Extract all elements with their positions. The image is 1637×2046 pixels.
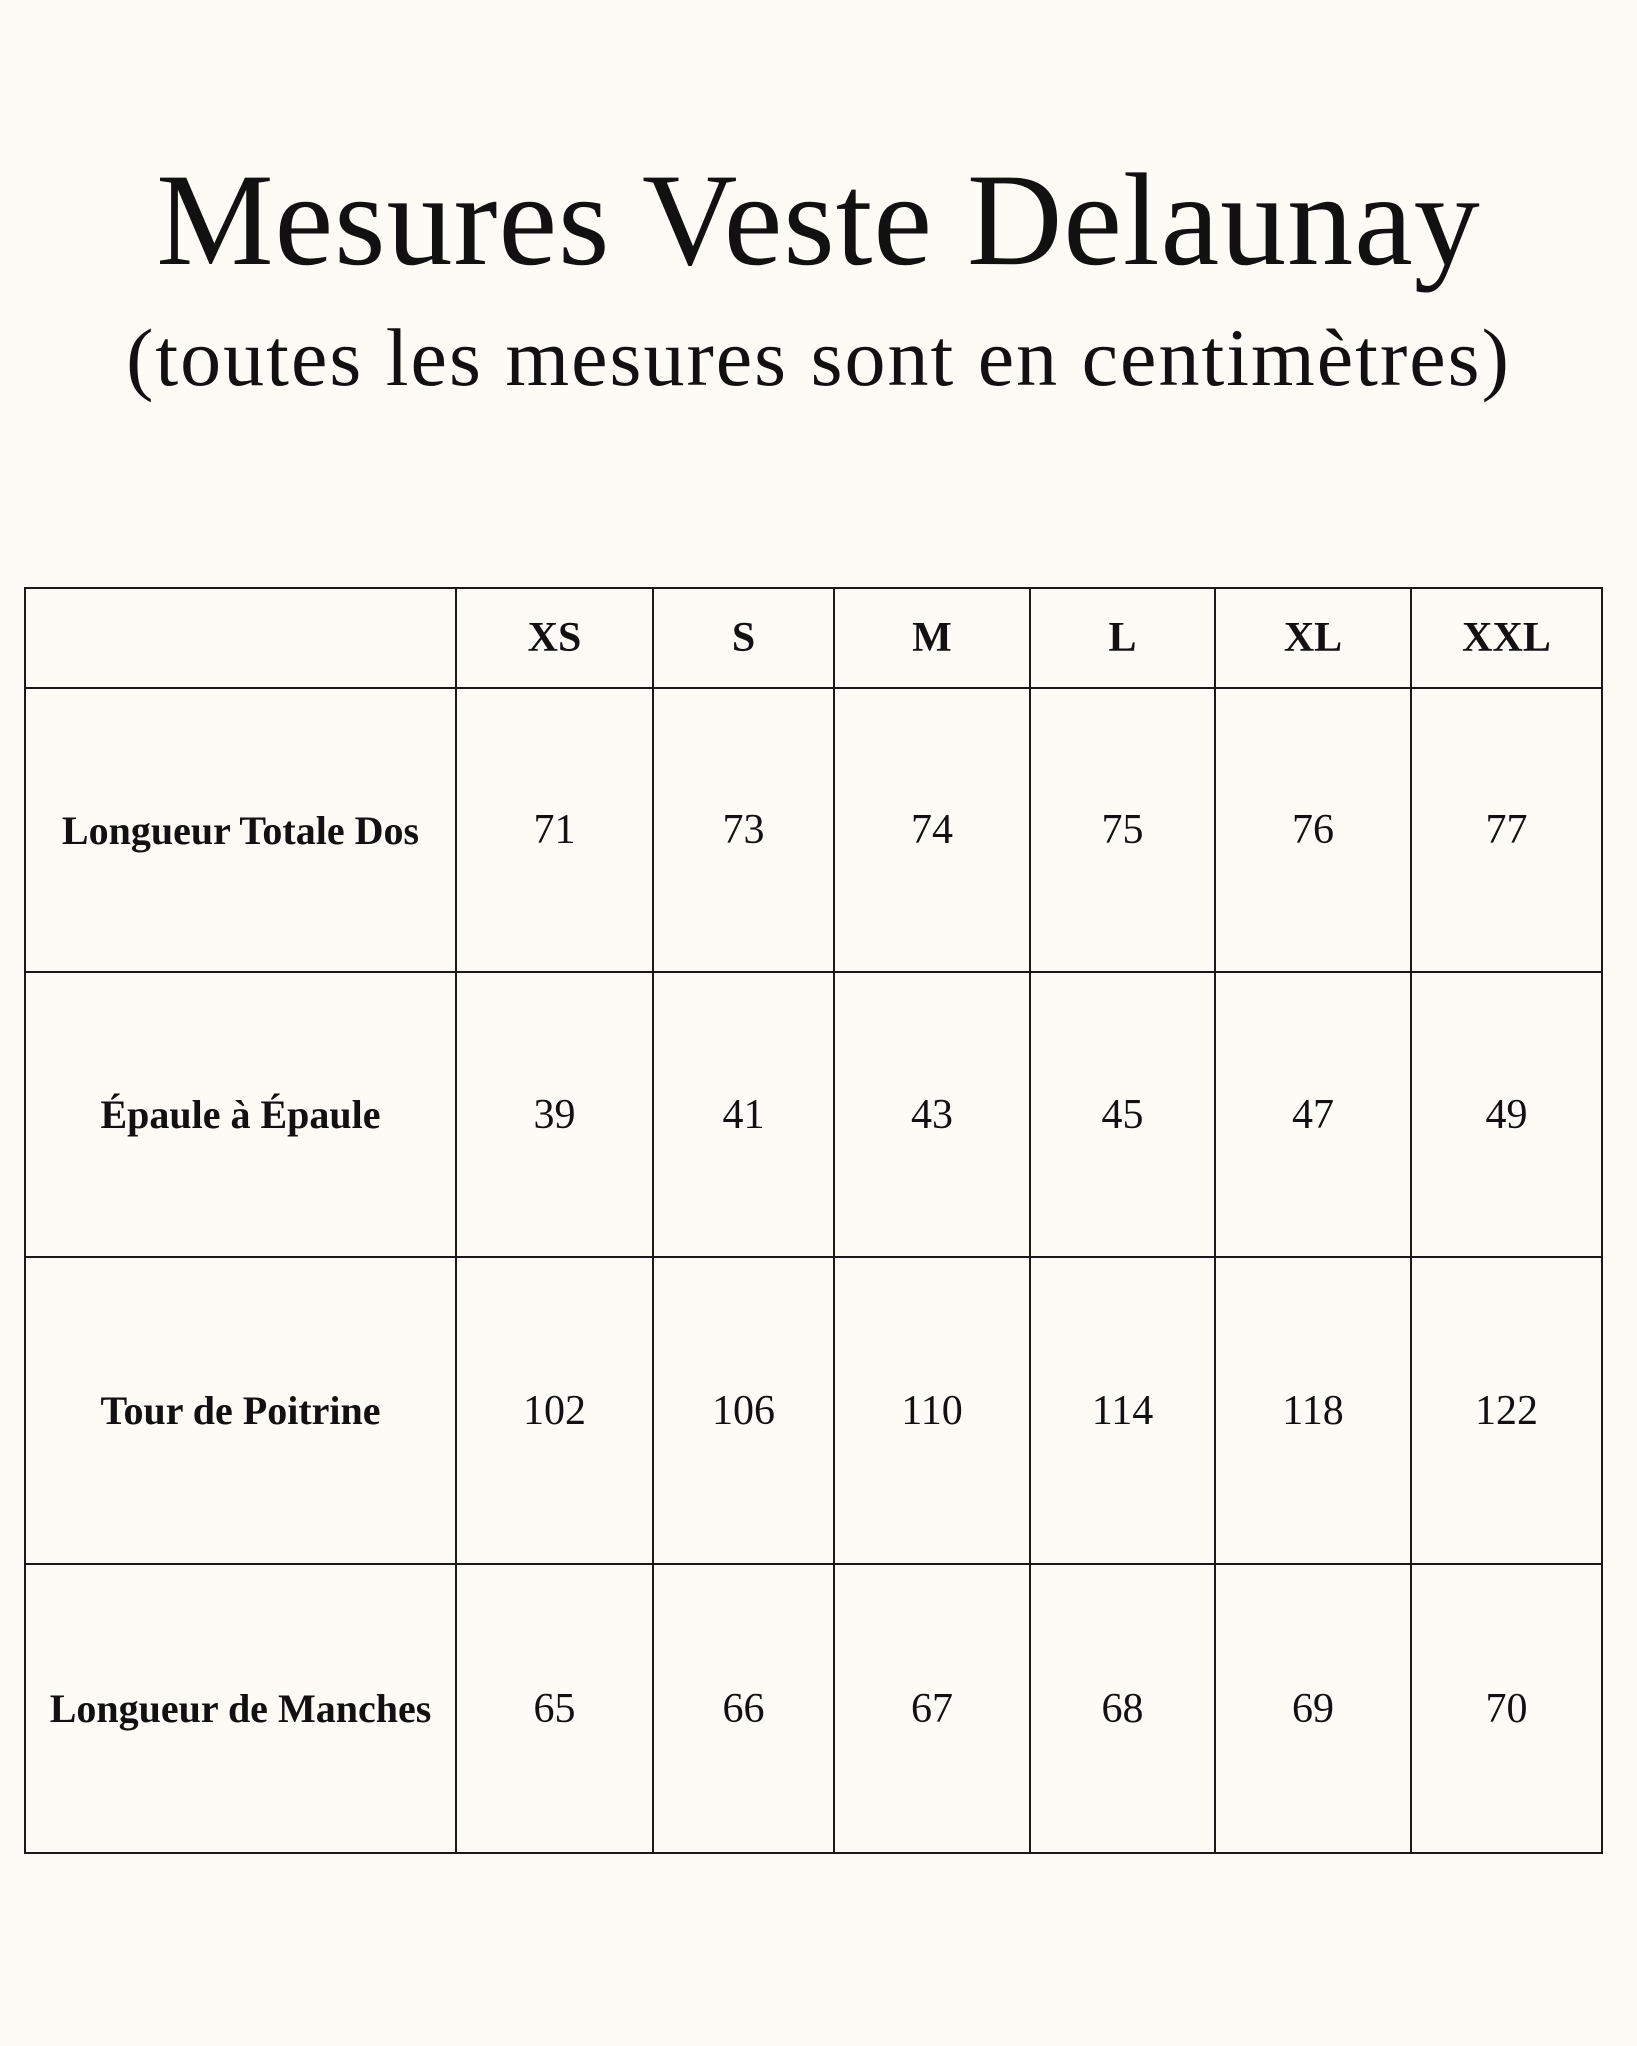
measure-cell: 69	[1215, 1564, 1411, 1853]
measure-cell: 65	[456, 1564, 653, 1853]
size-header-l: L	[1030, 588, 1215, 688]
measure-cell: 71	[456, 688, 653, 972]
measure-cell: 74	[834, 688, 1030, 972]
measure-cell: 70	[1411, 1564, 1602, 1853]
measure-cell: 39	[456, 972, 653, 1257]
measure-cell: 110	[834, 1257, 1030, 1564]
measure-cell: 43	[834, 972, 1030, 1257]
size-chart-table	[24, 587, 1603, 1854]
table-row	[25, 1257, 1602, 1564]
measure-cell: 49	[1411, 972, 1602, 1257]
table-row	[25, 1564, 1602, 1853]
measure-cell: 114	[1030, 1257, 1215, 1564]
size-header-s: S	[653, 588, 834, 688]
header-corner-cell	[25, 588, 456, 688]
measure-cell: 67	[834, 1564, 1030, 1853]
measure-cell: 68	[1030, 1564, 1215, 1853]
measure-cell: 66	[653, 1564, 834, 1853]
row-label: Longueur de Manches	[25, 1564, 456, 1853]
measure-cell: 75	[1030, 688, 1215, 972]
row-label: Tour de Poitrine	[25, 1257, 456, 1564]
size-header-m: M	[834, 588, 1030, 688]
table-row	[25, 688, 1602, 972]
row-label: Épaule à Épaule	[25, 972, 456, 1257]
table-row	[25, 972, 1602, 1257]
measure-cell: 76	[1215, 688, 1411, 972]
measure-cell: 118	[1215, 1257, 1411, 1564]
table-header-row	[25, 588, 1602, 688]
size-header-xxl: XXL	[1411, 588, 1602, 688]
measure-cell: 102	[456, 1257, 653, 1564]
measure-cell: 73	[653, 688, 834, 972]
measure-cell: 41	[653, 972, 834, 1257]
measure-cell: 122	[1411, 1257, 1602, 1564]
measure-cell: 106	[653, 1257, 834, 1564]
measure-cell: 47	[1215, 972, 1411, 1257]
measure-cell: 77	[1411, 688, 1602, 972]
page-title: Mesures Veste Delaunay	[156, 146, 1481, 293]
size-header-xl: XL	[1215, 588, 1411, 688]
row-label: Longueur Totale Dos	[25, 688, 456, 972]
measure-cell: 45	[1030, 972, 1215, 1257]
size-header-xs: XS	[456, 588, 653, 688]
page-subtitle: (toutes les mesures sont en centimètres)	[126, 312, 1511, 403]
